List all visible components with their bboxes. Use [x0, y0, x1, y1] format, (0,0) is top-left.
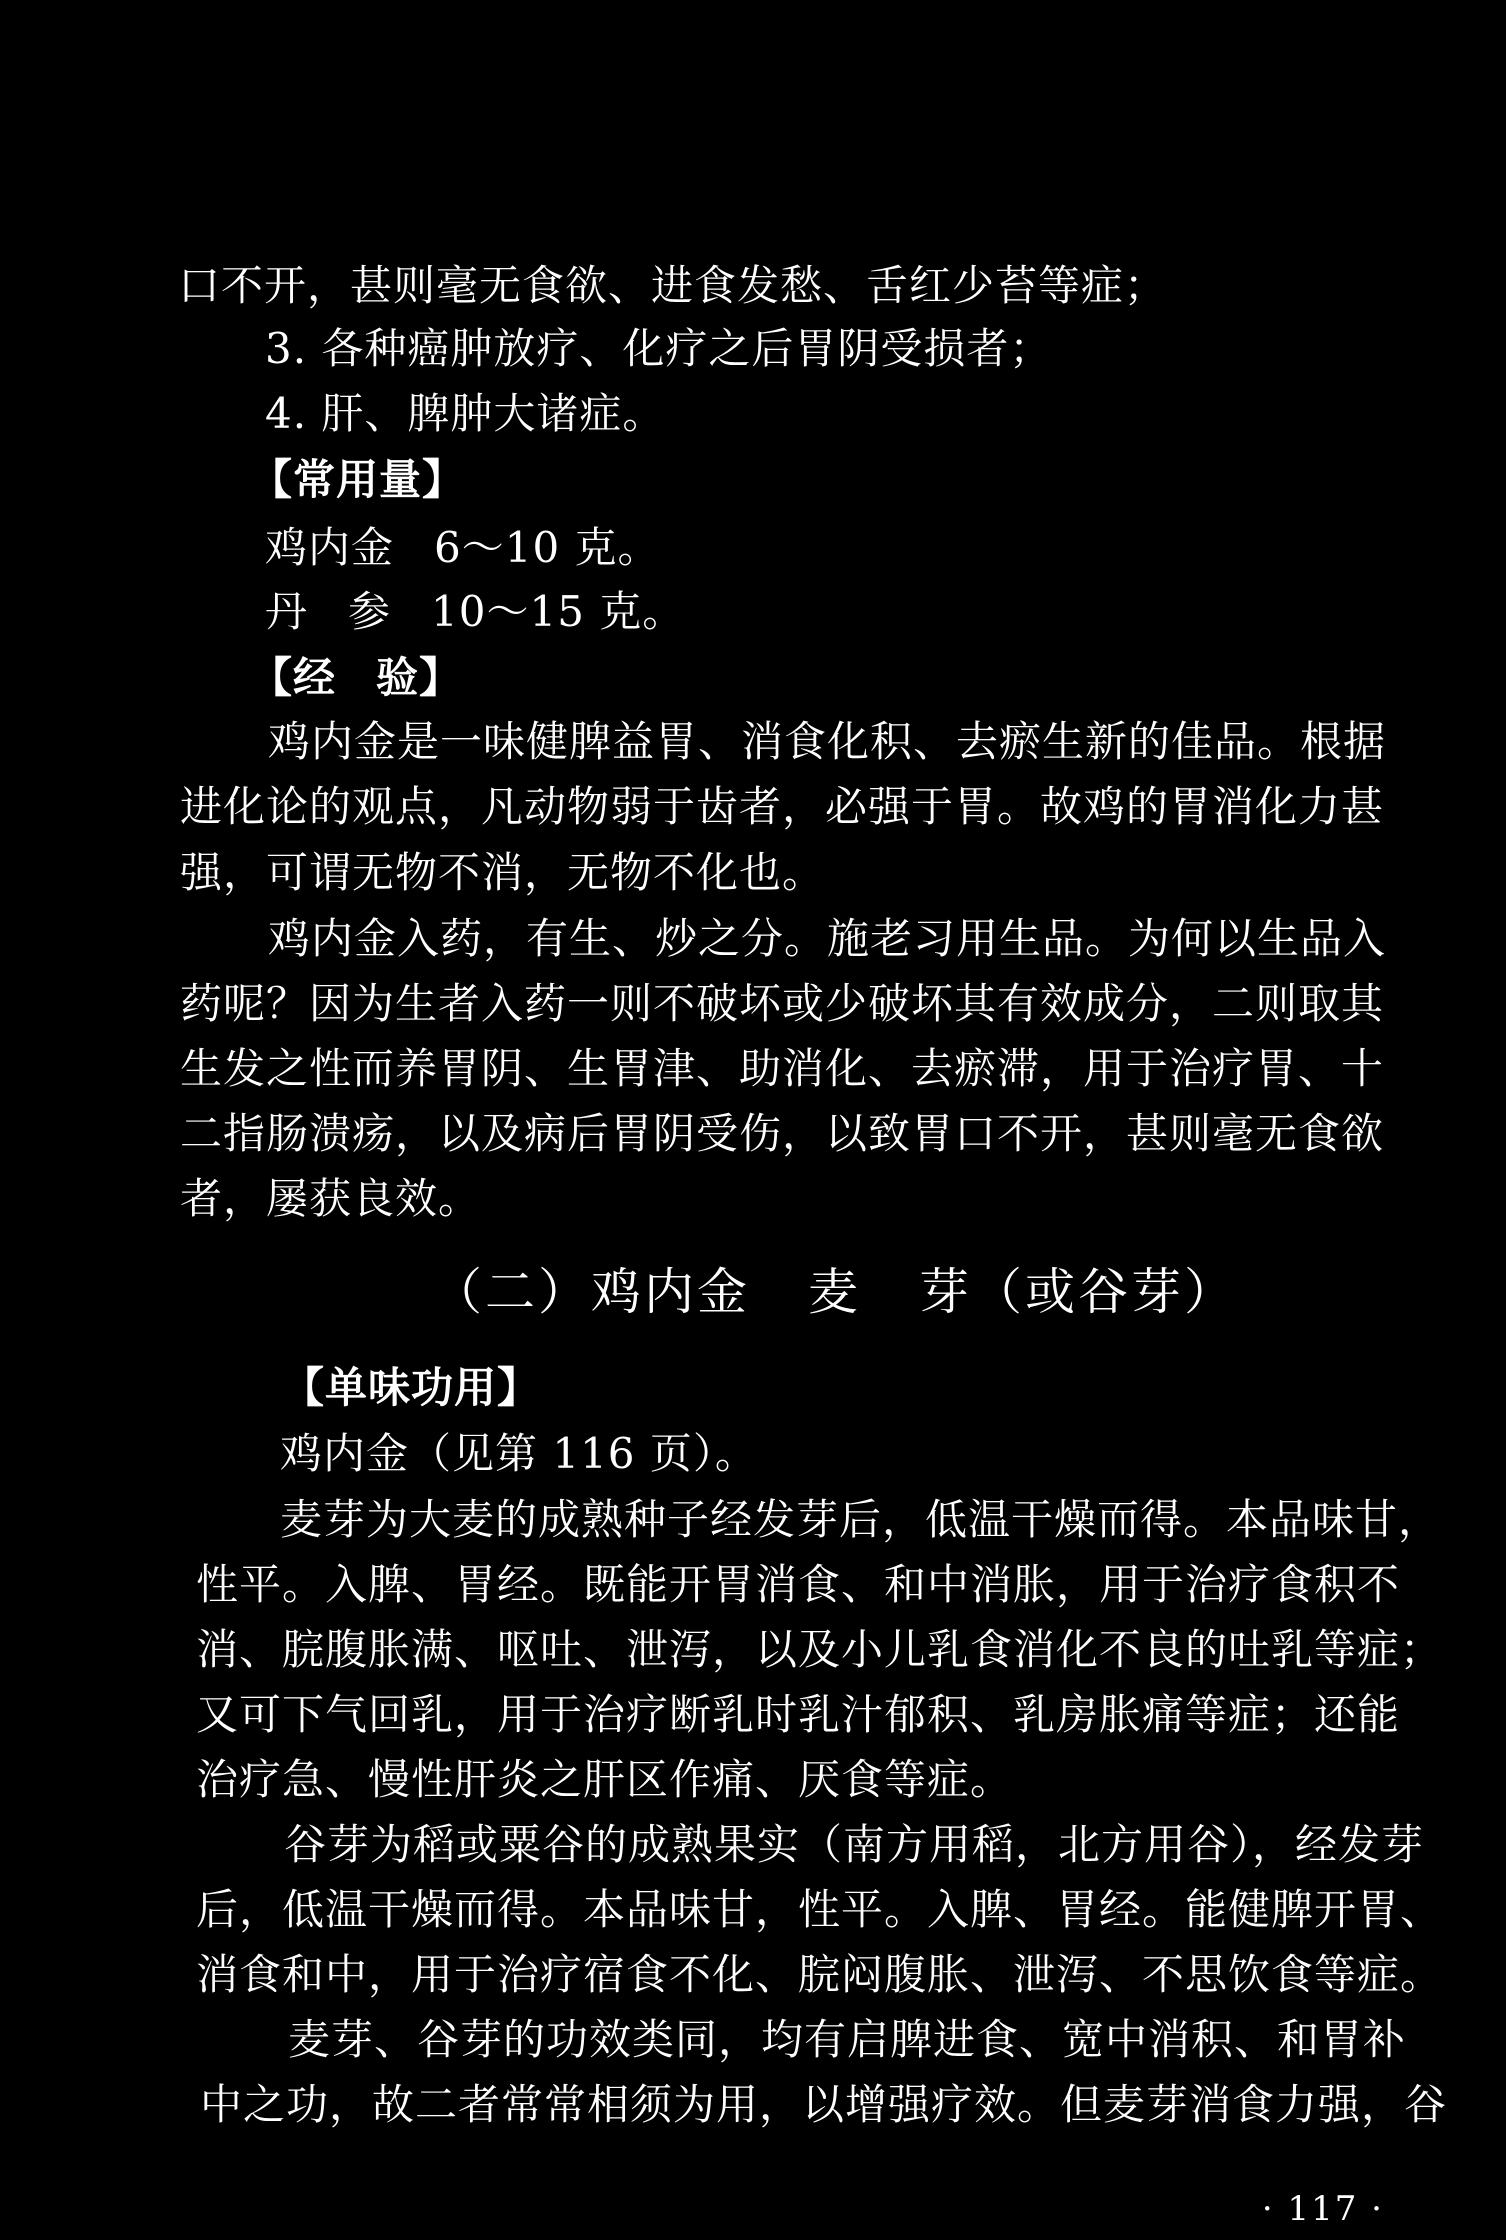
experience-label-right: 验】 — [376, 653, 463, 702]
paragraph-line: 消、脘腹胀满、呕吐、泄泻，以及小儿乳食消化不良的吐乳等症； — [196, 1625, 1444, 1674]
herb-name-char-1: 丹 — [265, 587, 309, 636]
paragraph-line: 又可下气回乳，用于治疗断乳时乳汁郁积、乳房胀痛等症；还能 — [196, 1690, 1401, 1739]
paragraph-line: 生发之性而养胃阴、生胃津、助消化、去瘀滞，用于治疗胃、十 — [180, 1044, 1385, 1093]
herb-name: 鸡内金 — [265, 523, 395, 572]
herb-dose: 10～15 克。 — [431, 587, 686, 636]
text-line: 口不开，甚则毫无食欲、进食发愁、舌红少苔等症； — [178, 261, 1168, 310]
heading-part-1: （二）鸡内金 — [432, 1263, 750, 1321]
list-item-4: 4. 肝、脾肿大诸症。 — [265, 389, 666, 438]
herb-dose: 6～10 克。 — [434, 523, 661, 572]
dosage-row-2 — [265, 582, 685, 642]
dosage-row-1 — [265, 518, 661, 578]
list-item-3: 3. 各种癌肿放疗、化疗之后胃阴受损者； — [265, 324, 1053, 373]
paragraph-line: 药呢？因为生者入药一则不破坏或少破坏其有效成分，二则取其 — [180, 979, 1385, 1028]
section-heading — [432, 1262, 1237, 1322]
paragraph-line: 后，低温干燥而得。本品味甘，性平。入脾、胃经。能健脾开胃、 — [196, 1885, 1444, 1934]
paragraph-line: 中之功，故二者常常相须为用，以增强疗效。但麦芽消食力强，谷 — [200, 2080, 1448, 2129]
paragraph-line: 麦芽、谷芽的功效类同，均有启脾进食、宽中消积、和胃补 — [288, 2015, 1407, 2064]
paragraph-line: 鸡内金入药，有生、炒之分。施老习用生品。为何以生品入 — [268, 914, 1387, 963]
paragraph-line: 二指肠溃疡，以及病后胃阴受伤，以致胃口不开，甚则毫无食欲 — [180, 1109, 1385, 1158]
heading-part-2: 麦 — [808, 1263, 861, 1321]
paragraph-line: 进化论的观点，凡动物弱于齿者，必强于胃。故鸡的胃消化力甚 — [180, 782, 1385, 831]
heading-part-3: 芽（或谷芽） — [919, 1263, 1237, 1321]
paragraph-line: 谷芽为稻或粟谷的成熟果实（南方用稻，北方用谷），经发芽 — [284, 1820, 1425, 1869]
paragraph-line: 消食和中，用于治疗宿食不化、脘闷腹胀、泄泻、不思饮食等症。 — [196, 1950, 1444, 1999]
cross-reference: 鸡内金（见第 116 页）。 — [280, 1429, 758, 1478]
experience-heading — [250, 648, 462, 708]
single-use-heading: 【单味功用】 — [282, 1363, 541, 1412]
paragraph-line: 者，屡获良效。 — [180, 1174, 482, 1223]
herb-name-char-2: 参 — [348, 587, 392, 636]
paragraph-line: 鸡内金是一味健脾益胃、消食化积、去瘀生新的佳品。根据 — [268, 717, 1387, 766]
page-number: · 117 · — [1261, 2189, 1384, 2229]
experience-label-left: 【经 — [250, 653, 337, 702]
paragraph-line: 强，可谓无物不消，无物不化也。 — [180, 848, 826, 897]
paragraph-line: 治疗急、慢性肝炎之肝区作痛、厌食等症。 — [196, 1755, 1014, 1804]
dosage-heading: 【常用量】 — [250, 455, 466, 504]
paragraph-line: 性平。入脾、胃经。既能开胃消食、和中消胀，用于治疗食积不 — [196, 1560, 1401, 1609]
paragraph-line: 麦芽为大麦的成熟种子经发芽后，低温干燥而得。本品味甘， — [280, 1495, 1442, 1544]
